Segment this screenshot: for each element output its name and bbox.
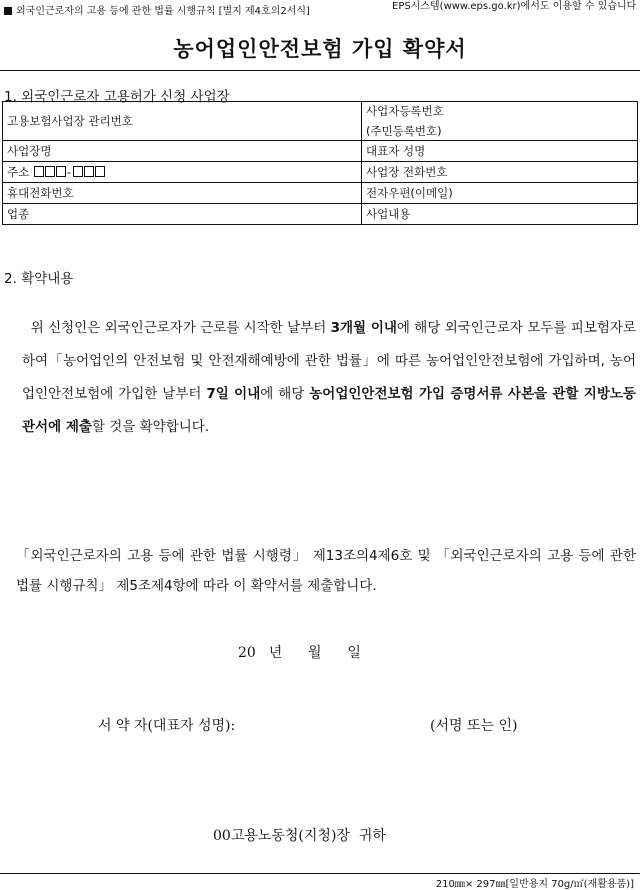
- business-registration-number-field[interactable]: [362, 102, 638, 141]
- representative-name-field[interactable]: 대표자 성명: [362, 141, 638, 162]
- paper-spec: 210㎜× 297㎜[일반용지 70g/㎡(재활용품)]: [435, 879, 634, 890]
- legal-basis-text: 「외국인근로자의 고용 등에 관한 법률 시행령」 제13조의4제6호 및 「외국인근로자의 고용 등에 관한 법률 시행규칙」 제5조제4항에 따라 이 확약서를 제출합니다.: [16, 548, 636, 594]
- table-row: [3, 162, 638, 183]
- address-label: 주소: [7, 165, 30, 179]
- industry-field[interactable]: 업종: [3, 204, 362, 225]
- form-reference-text: 외국인근로자의 고용 등에 관한 법률 시행규칙 [별지 제4호의2서식]: [16, 6, 310, 17]
- business-registration-label: 사업자등록번호: [366, 104, 444, 118]
- email-field[interactable]: 전자우편(이메일): [362, 183, 638, 204]
- section2-heading: 2. 확약내용: [4, 271, 74, 287]
- document-title: 농어업인안전보험 가입 확약서: [173, 37, 467, 61]
- workplace-name-field[interactable]: 사업장명: [3, 141, 362, 162]
- eps-notice: EPS시스템(www.eps.go.kr)에서도 이용할 수 있습니다: [392, 1, 637, 12]
- workplace-phone-field[interactable]: 사업장 전화번호: [362, 162, 638, 183]
- signature-seal-label[interactable]: (서명 또는 인): [430, 718, 518, 734]
- pledge-bold-1: 3개월 이내: [330, 320, 397, 336]
- applicant-info-table: [2, 101, 638, 225]
- table-row: [3, 183, 638, 204]
- business-content-field[interactable]: 사업내용: [362, 204, 638, 225]
- square-bullet-icon: [4, 7, 12, 15]
- pledge-text-2: 에 해당 외국인근로자 모두를 피보험자로 하여「농어업인의 안전보험 및 안전재해예방에 관한 법률」에 따른 농어업인안전보험에 가입하며, 농어업인안전보험에 가입한 날부터: [22, 320, 636, 402]
- table-row: [3, 141, 638, 162]
- table-row: [3, 204, 638, 225]
- top-divider: [0, 70, 640, 71]
- table-row: [3, 102, 638, 141]
- pledge-text-4: 할 것을 확약합니다.: [91, 419, 210, 435]
- form-reference: [4, 2, 310, 17]
- date-line[interactable]: 20 년 월 일: [238, 645, 361, 661]
- resident-registration-label: (주민등록번호): [366, 124, 442, 138]
- address-field[interactable]: [3, 162, 362, 183]
- employment-insurance-number-field[interactable]: 고용보험사업장 관리번호: [3, 102, 362, 141]
- bottom-divider: [0, 873, 640, 874]
- signatory-label[interactable]: 서 약 자(대표자 성명):: [98, 718, 236, 734]
- pledge-text-1: 위 신청인은 외국인근로자가 근로를 시작한 날부터: [30, 320, 331, 336]
- section1-heading: 1. 외국인근로자 고용허가 신청 사업장: [4, 89, 230, 105]
- postal-code-boxes: -: [33, 165, 105, 179]
- mobile-phone-field[interactable]: 휴대전화번호: [3, 183, 362, 204]
- addressee: 00고용노동청(지청)장 귀하: [213, 828, 386, 844]
- pledge-text-3: 에 해당: [260, 386, 310, 402]
- pledge-bold-3: 농어업인안전보험 가입 증명서류 사본을 관할 지방노동관서에 제출: [22, 386, 636, 435]
- pledge-bold-2: 7일 이내: [206, 386, 261, 402]
- pledge-content: [22, 312, 636, 444]
